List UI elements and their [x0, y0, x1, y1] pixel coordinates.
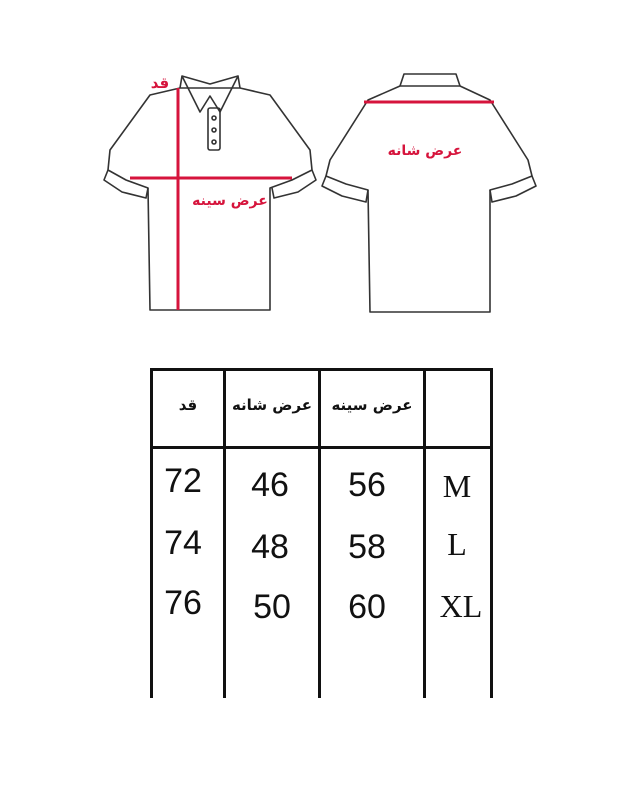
back-label-shoulder: عرض شانه [387, 143, 463, 159]
cell-height: 74 [164, 524, 202, 562]
cell-chest: 60 [348, 588, 386, 626]
header-shoulder: عرض شانه [231, 396, 313, 414]
shirt-diagrams [0, 0, 640, 340]
cell-chest: 56 [348, 466, 386, 504]
cell-height: 76 [164, 584, 202, 622]
cell-shoulder: 46 [251, 466, 289, 504]
front-label-chest: عرض سینه [192, 193, 268, 209]
cell-size: XL [439, 588, 483, 624]
table-header-divider [150, 446, 493, 449]
back-shirt-outline [322, 74, 536, 312]
header-height: قد [178, 396, 198, 414]
table-border-top [150, 368, 493, 371]
cell-size: M [442, 468, 472, 504]
cell-shoulder: 48 [251, 528, 289, 566]
header-chest: عرض سینه [331, 396, 413, 414]
cell-shoulder: 50 [253, 588, 291, 626]
size-table [150, 368, 493, 698]
table-divider-2 [318, 368, 321, 698]
cell-size: L [447, 526, 467, 562]
front-label-height: قد [150, 74, 170, 92]
cell-chest: 58 [348, 528, 386, 566]
cell-height: 72 [164, 462, 202, 500]
